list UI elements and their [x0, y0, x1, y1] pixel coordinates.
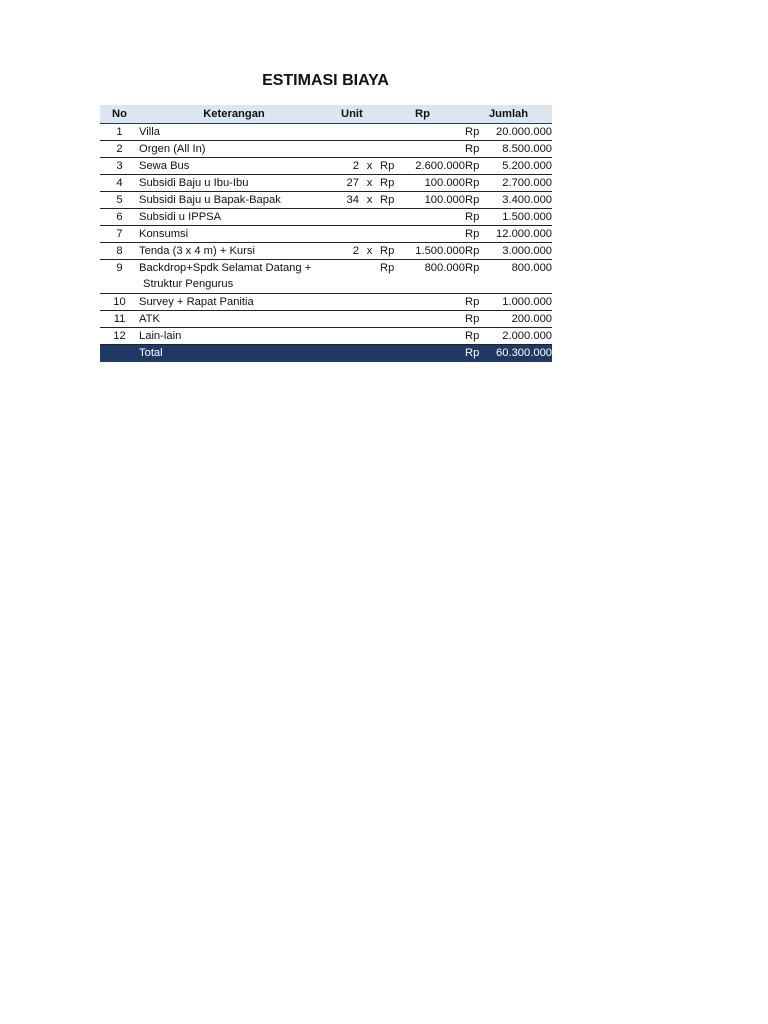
row-rp-currency [380, 328, 407, 345]
row-keterangan: Villa [139, 124, 329, 141]
row-keterangan-line1: Backdrop+Spdk Selamat Datang + [139, 262, 312, 274]
row-rp-currency: Rp [380, 243, 407, 260]
total-no-cell [100, 345, 139, 363]
table-row [100, 294, 552, 311]
row-jumlah-currency: Rp [465, 209, 488, 226]
row-rp-currency: Rp [380, 192, 407, 209]
row-unit: 2 [329, 243, 359, 260]
table-row [100, 158, 552, 175]
row-jumlah-currency: Rp [465, 243, 488, 260]
row-jumlah-value: 3.000.000 [488, 243, 552, 260]
row-multiply: x [359, 158, 380, 175]
table-header-row [100, 105, 552, 124]
row-jumlah-currency: Rp [465, 260, 488, 294]
row-unit [329, 294, 359, 311]
header-no: No [100, 105, 139, 124]
row-rp-currency [380, 141, 407, 158]
row-unit [329, 226, 359, 243]
row-jumlah-value: 2.000.000 [488, 328, 552, 345]
row-no: 8 [100, 243, 139, 260]
row-rp-currency [380, 124, 407, 141]
row-keterangan: ATK [139, 311, 329, 328]
row-multiply [359, 328, 380, 345]
row-keterangan: Tenda (3 x 4 m) + Kursi [139, 243, 329, 260]
table-row [100, 175, 552, 192]
row-no: 3 [100, 158, 139, 175]
row-keterangan: Subsidi Baju u Ibu-Ibu [139, 175, 329, 192]
row-jumlah-value: 800.000 [488, 260, 552, 294]
row-rp-value [407, 141, 465, 158]
row-no: 4 [100, 175, 139, 192]
row-unit [329, 311, 359, 328]
row-rp-value [407, 124, 465, 141]
row-no: 12 [100, 328, 139, 345]
cost-table [100, 105, 552, 362]
row-jumlah-currency: Rp [465, 124, 488, 141]
row-rp-value [407, 209, 465, 226]
row-unit: 27 [329, 175, 359, 192]
table-row [100, 226, 552, 243]
row-rp-currency: Rp [380, 158, 407, 175]
header-jumlah: Jumlah [465, 105, 552, 124]
header-keterangan: Keterangan [139, 105, 329, 124]
row-jumlah-currency: Rp [465, 158, 488, 175]
row-no: 7 [100, 226, 139, 243]
row-jumlah-value: 3.400.000 [488, 192, 552, 209]
row-rp-currency [380, 226, 407, 243]
row-jumlah-currency: Rp [465, 141, 488, 158]
row-unit: 34 [329, 192, 359, 209]
row-jumlah-currency: Rp [465, 175, 488, 192]
row-multiply [359, 226, 380, 243]
row-no: 9 [100, 260, 139, 294]
table-row [100, 192, 552, 209]
row-jumlah-value: 12.000.000 [488, 226, 552, 243]
row-rp-value: 2.600.000 [407, 158, 465, 175]
row-jumlah-value: 20.000.000 [488, 124, 552, 141]
table-row [100, 243, 552, 260]
row-jumlah-value: 2.700.000 [488, 175, 552, 192]
row-keterangan: Subsidi Baju u Bapak-Bapak [139, 192, 329, 209]
row-rp-currency [380, 209, 407, 226]
header-rp: Rp [380, 105, 465, 124]
row-rp-currency: Rp [380, 260, 407, 294]
row-multiply [359, 209, 380, 226]
total-value: 60.300.000 [488, 345, 552, 363]
row-no: 11 [100, 311, 139, 328]
table-row [100, 311, 552, 328]
row-keterangan-line2: Struktur Pengurus [143, 278, 234, 290]
total-row [100, 345, 552, 363]
row-rp-currency [380, 311, 407, 328]
row-rp-value [407, 294, 465, 311]
row-keterangan: Subsidi u IPPSA [139, 209, 329, 226]
row-keterangan: Sewa Bus [139, 158, 329, 175]
row-no: 6 [100, 209, 139, 226]
row-no: 10 [100, 294, 139, 311]
row-rp-value [407, 311, 465, 328]
row-rp-value [407, 328, 465, 345]
row-rp-value: 100.000 [407, 175, 465, 192]
row-keterangan: Lain-lain [139, 328, 329, 345]
row-no: 2 [100, 141, 139, 158]
table-row [100, 124, 552, 141]
row-keterangan: Survey + Rapat Panitia [139, 294, 329, 311]
row-jumlah-value: 1.500.000 [488, 209, 552, 226]
row-keterangan [139, 260, 329, 294]
row-multiply [359, 141, 380, 158]
row-keterangan: Orgen (All In) [139, 141, 329, 158]
row-jumlah-value: 8.500.000 [488, 141, 552, 158]
row-multiply [359, 294, 380, 311]
row-multiply: x [359, 192, 380, 209]
row-unit: 2 [329, 158, 359, 175]
row-no: 5 [100, 192, 139, 209]
table-row [100, 141, 552, 158]
row-jumlah-value: 5.200.000 [488, 158, 552, 175]
table-row [100, 328, 552, 345]
table-row [100, 209, 552, 226]
table-row [100, 260, 552, 294]
total-currency: Rp [465, 345, 488, 363]
row-jumlah-currency: Rp [465, 328, 488, 345]
row-rp-currency: Rp [380, 175, 407, 192]
row-unit [329, 328, 359, 345]
row-unit [329, 141, 359, 158]
header-unit: Unit [329, 105, 380, 124]
row-multiply: x [359, 243, 380, 260]
row-rp-value: 100.000 [407, 192, 465, 209]
row-jumlah-value: 1.000.000 [488, 294, 552, 311]
row-unit [329, 209, 359, 226]
row-rp-currency [380, 294, 407, 311]
row-jumlah-currency: Rp [465, 192, 488, 209]
row-keterangan: Konsumsi [139, 226, 329, 243]
row-unit [329, 260, 359, 294]
row-multiply [359, 260, 380, 294]
row-jumlah-currency: Rp [465, 311, 488, 328]
document-title: ESTIMASI BIAYA [262, 72, 389, 89]
row-multiply [359, 124, 380, 141]
row-unit [329, 124, 359, 141]
row-multiply: x [359, 175, 380, 192]
row-rp-value: 1.500.000 [407, 243, 465, 260]
row-multiply [359, 311, 380, 328]
row-rp-value [407, 226, 465, 243]
total-label: Total [139, 345, 329, 363]
row-jumlah-value: 200.000 [488, 311, 552, 328]
row-no: 1 [100, 124, 139, 141]
row-jumlah-currency: Rp [465, 226, 488, 243]
row-rp-value: 800.000 [407, 260, 465, 294]
table-body [100, 124, 552, 345]
row-jumlah-currency: Rp [465, 294, 488, 311]
